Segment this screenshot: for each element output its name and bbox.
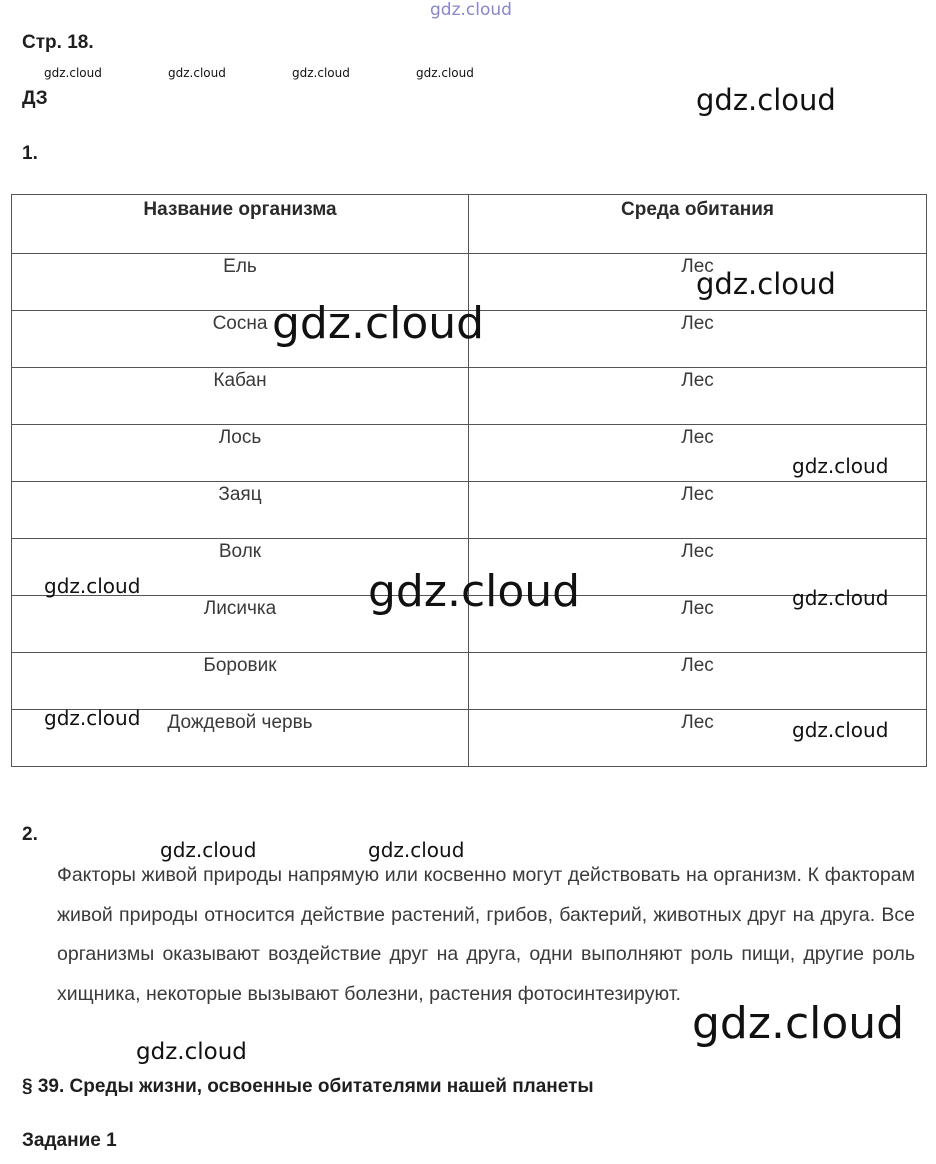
organism-cell: Дождевой червь: [12, 710, 469, 767]
habitat-cell: Лес: [469, 311, 927, 368]
watermark: gdz.cloud: [368, 566, 581, 617]
habitat-cell: Лес: [469, 710, 927, 767]
task-2-number: 2.: [22, 824, 38, 845]
watermark: gdz.cloud: [368, 838, 465, 862]
task-2-paragraph: Факторы живой природы напрямую или косвенно могут действовать на организм. К факторам живой природы относится действие растений, грибов, бактерий, животных друг на друга. Все организмы оказывают воздействие друг на друга, одни выполняют роль пищи, другие роль хищника, некоторые вызывают болезни, растения фотосинтезируют.: [57, 864, 915, 1005]
organism-cell: Лисичка: [12, 596, 469, 653]
organism-cell: Боровик: [12, 653, 469, 710]
habitat-cell: Лес: [469, 539, 927, 596]
watermark: gdz.cloud: [696, 267, 836, 301]
page-label: Стр. 18.: [22, 32, 94, 53]
table-row: [12, 368, 927, 425]
organism-cell: Кабан: [12, 368, 469, 425]
watermark: gdz.cloud: [44, 574, 141, 598]
task-title: Задание 1: [22, 1130, 117, 1151]
habitat-cell: Лес: [469, 596, 927, 653]
table-row: [12, 425, 927, 482]
watermark: gdz.cloud: [160, 838, 257, 862]
watermark: gdz.cloud: [168, 66, 226, 80]
watermark: gdz.cloud: [44, 706, 141, 730]
watermark: gdz.cloud: [430, 0, 512, 20]
organism-cell: Заяц: [12, 482, 469, 539]
habitat-cell: Лес: [469, 482, 927, 539]
section-title: § 39. Среды жизни, освоенные обитателями нашей планеты: [22, 1076, 594, 1097]
habitat-cell: Лес: [469, 368, 927, 425]
watermark: gdz.cloud: [272, 298, 485, 349]
habitat-cell: Лес: [469, 653, 927, 710]
table-row: [12, 710, 927, 767]
task-1-number: 1.: [22, 143, 38, 164]
habitat-cell: Лес: [469, 254, 927, 311]
watermark: gdz.cloud: [692, 998, 905, 1049]
watermark: gdz.cloud: [792, 718, 889, 742]
watermark: gdz.cloud: [44, 66, 102, 80]
watermark: gdz.cloud: [292, 66, 350, 80]
watermark: gdz.cloud: [416, 66, 474, 80]
organism-cell: Ель: [12, 254, 469, 311]
organism-cell: Сосна: [12, 311, 469, 368]
organism-cell: Волк: [12, 539, 469, 596]
habitat-cell: Лес: [469, 425, 927, 482]
table-row: [12, 653, 927, 710]
homework-label: ДЗ: [22, 88, 48, 109]
watermark: gdz.cloud: [696, 83, 836, 117]
column-header-habitat: Среда обитания: [469, 195, 927, 254]
watermark: gdz.cloud: [792, 454, 889, 478]
watermark: gdz.cloud: [792, 586, 889, 610]
table-row: [12, 482, 927, 539]
watermark: gdz.cloud: [136, 1039, 247, 1065]
table-header-row: [12, 195, 927, 254]
organism-cell: Лось: [12, 425, 469, 482]
column-header-organism: Название организма: [12, 195, 469, 254]
